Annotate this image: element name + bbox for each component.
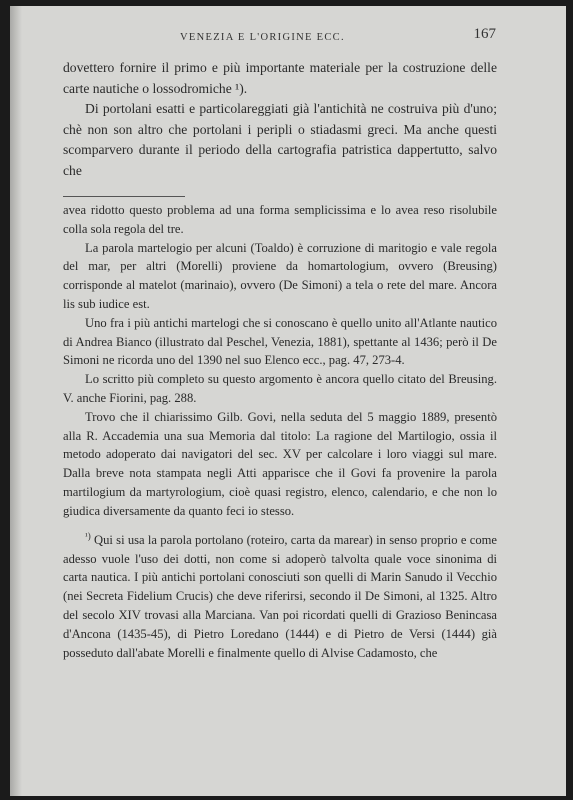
note-paragraph: Lo scritto più completo su questo argomento è ancora quello citato del Breusing. V. anche Fiorini, pag. 288. xyxy=(63,372,497,405)
footnote-text: Qui si usa la parola portolano (roteiro, carta da marear) in senso proprio e come adesso vuole l'uso dei dotti, non come si adoperò talvolta quale voce sinonima di carta nautica. I più antichi portolani conosciuti son quelli di Marin Sanudo il Vecchio (nei Secreta Fidelium Crucis) che deve riferirsi, secondo il De Simoni, al 1325. Altro del secolo XIV trovasi alla Marciana. Van poi ricordati quelli di Grazioso Benincasa d'Ancona (1435-45), di Pietro Loredano (1444) e di Pietro de Versi (1444) già posseduto dall'abate Morelli e finalmente quello di Alvise Cadamosto, che xyxy=(63,532,497,660)
paragraph: dovettero fornire il primo e più importante materiale per la costruzione delle carte nautiche o lossodromiche ¹). xyxy=(63,60,497,96)
page-header xyxy=(10,26,566,48)
page-gutter-shadow xyxy=(10,6,22,796)
main-text xyxy=(63,58,497,181)
footnote-1 xyxy=(63,527,497,663)
note-paragraph: La parola martelogio per alcuni (Toaldo) è corruzione di maritogio e vale regola del mar, per altri (Morelli) proviene da homartologium, ovvero (Breusing) corrisponde al matelot (marinaio), ovvero (De Simoni) a tela o rete del mare. Ancora lis sub iudice est. xyxy=(63,240,497,311)
running-title: VENEZIA E L'ORIGINE ECC. xyxy=(180,32,345,43)
paragraph: Di portolani esatti e particolareggiati già l'antichità ne costruiva più d'uno; chè non son altro che portolani i peripli o stiadasmi greci. Ma anche questi scomparvero durante il periodo della cartografia patristica dappertutto, salvo che xyxy=(63,101,497,178)
notes-block xyxy=(63,201,497,662)
note-paragraph: Trovo che il chiarissimo Gilb. Govi, nella seduta del 5 maggio 1889, presentò alla R. Accademia una sua Memoria dal titolo: La ragione del Martilogio, ossia il metodo adoperato dai navigatori del sec. XV per calcolare i loro viaggi sul mare. Dalla breve nota stampata negli Atti apparisce che il Govi fa provenire la parola martilogium da martyrologium, cioè quasi registro, elenco, calendario, e che non lo giudica diversamente da quanto feci io stesso. xyxy=(63,409,497,518)
note-paragraph: avea ridotto questo problema ad una forma semplicissima e lo avea reso risolubile colla sola regola del tre. xyxy=(63,203,497,236)
footnote-marker: ¹) xyxy=(85,530,91,541)
book-page xyxy=(10,6,566,796)
page-number: 167 xyxy=(473,26,496,42)
footnote-rule xyxy=(63,196,185,197)
note-paragraph: Uno fra i più antichi martelogi che si conoscano è quello unito all'Atlante nautico di Andrea Bianco (illustrato dal Peschel, Venezia, 1881), spettante al 1436; però il De Simoni ne ricorda uno del 1390 nel suo Elenco ecc., pag. 47, 273-4. xyxy=(63,315,497,368)
